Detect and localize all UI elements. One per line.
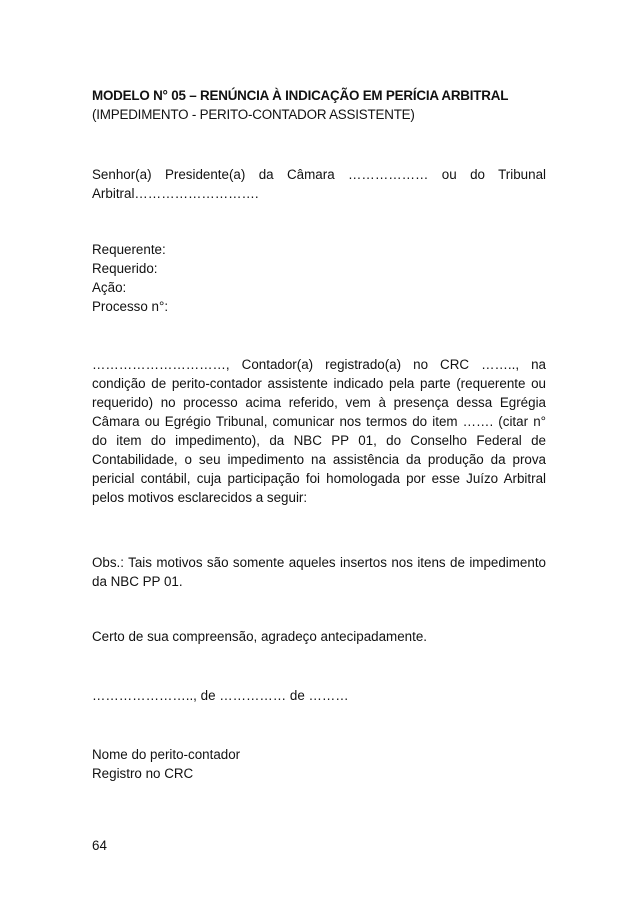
parties-list	[92, 240, 546, 316]
signature-registry: Registro no CRC	[92, 766, 194, 781]
signature-name: Nome do perito-contador	[92, 747, 241, 762]
document-subtitle: (IMPEDIMENTO - PERITO-CONTADOR ASSISTENTE)	[92, 107, 415, 122]
date-line: ………………….., de …………… de ………	[92, 688, 349, 703]
signature-block	[92, 745, 546, 783]
salutation-paragraph: Senhor(a) Presidente(a) da Câmara ……………… ou do Tribunal Arbitral……………………….	[92, 167, 546, 201]
requerido-label: Requerido:	[92, 261, 158, 276]
processo-label: Processo n°:	[92, 299, 169, 314]
requerente-label: Requerente:	[92, 242, 166, 257]
obs-paragraph: Obs.: Tais motivos são somente aqueles insertos nos itens de impedimento da NBC PP 01.	[92, 555, 546, 589]
closing-paragraph: Certo de sua compreensão, agradeço antecipadamente.	[92, 629, 427, 644]
page-number: 64	[92, 838, 107, 853]
body-paragraph: …………………………, Contador(a) registrado(a) no CRC …….., na condição de perito-contador assistente indicado pela parte (requerente ou requerido) no processo acima referido, vem à presença dessa Egrégia Câmara ou Egrégio Tribunal, comunicar nos termos do item ……. (citar n° do item do impedimento), da NBC PP 01, do Conselho Federal de Contabilidade, o seu impedimento na assistência da produção da prova pericial contábil, cuja participação foi homologada por esse Juízo Arbitral pelos motivos esclarecidos a seguir:	[92, 357, 546, 505]
acao-label: Ação:	[92, 280, 127, 295]
document-title: MODELO N° 05 – RENÚNCIA À INDICAÇÃO EM PERÍCIA ARBITRAL	[92, 88, 509, 103]
